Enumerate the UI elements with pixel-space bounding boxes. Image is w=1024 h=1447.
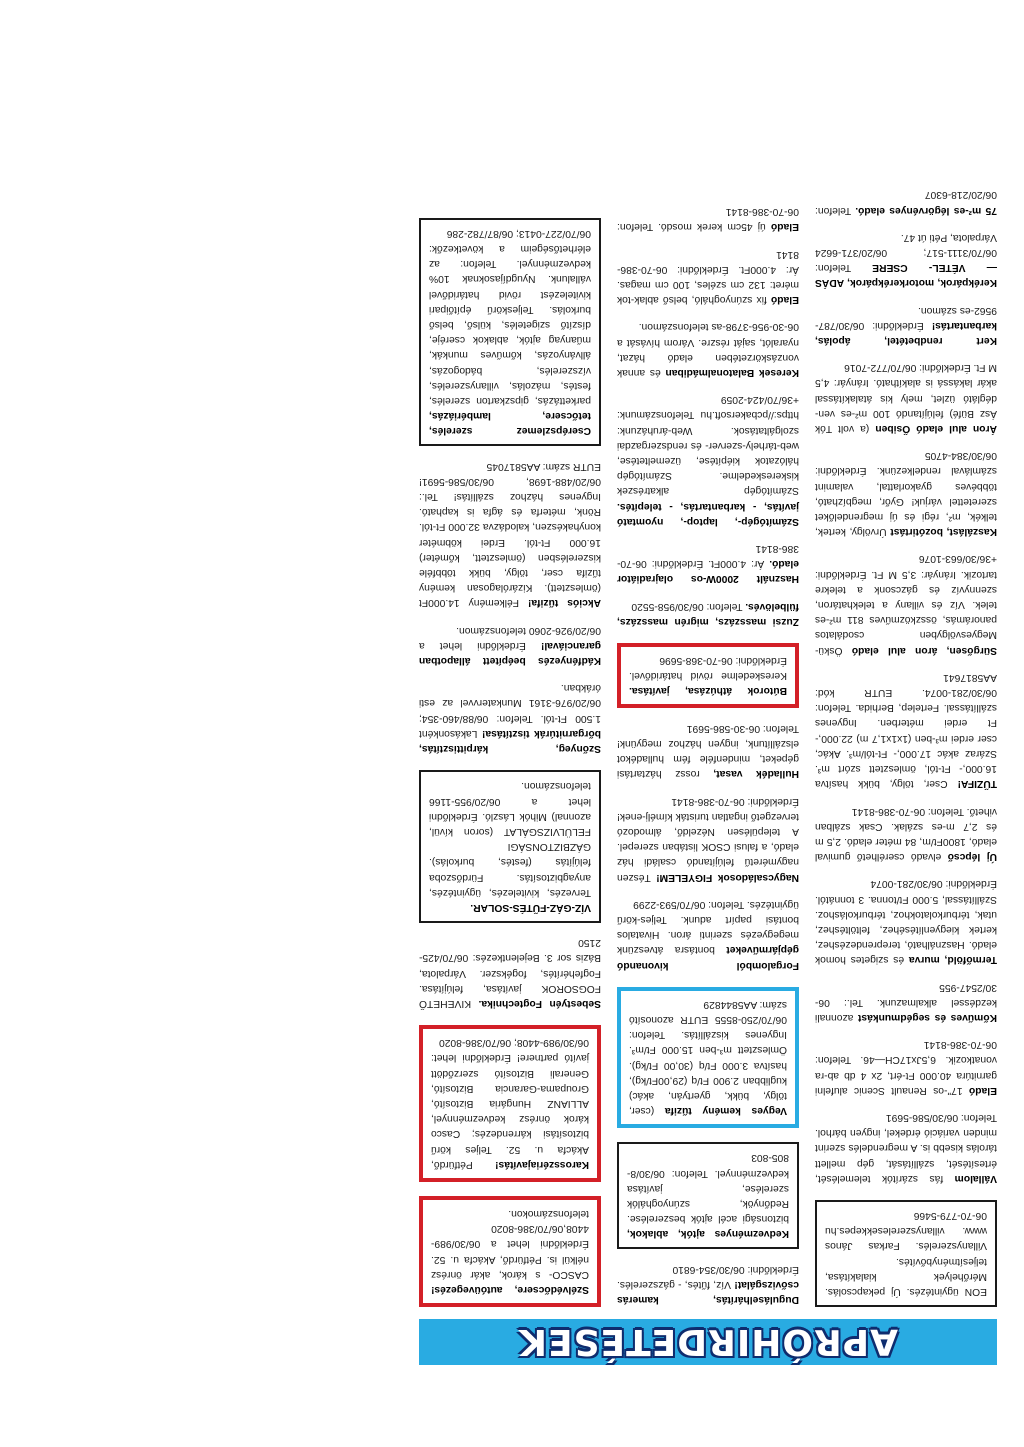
ad-headline: 75 m²-es légörvényes eladó. — [855, 204, 997, 216]
section-banner — [419, 1319, 997, 1365]
ad-headline: Forgalomból kivonandó gépjárműveket — [617, 944, 799, 971]
ad-headline: Nagycsaládosok FIGYELEM! — [656, 871, 799, 883]
classified-ad — [617, 793, 799, 884]
ad-body: EON ügyintézés. Új pekapcsolás. Mérőhelyek kialakítása, teljesítménybővítés. Villanyszerelés. Farkas János www. villanyszerelesekkepes.hu 06-70-779-5466 — [825, 1209, 987, 1297]
ad-headline: Termőföld, murva — [908, 954, 997, 966]
classifieds-section — [419, 65, 997, 1365]
ad-headline: Áron alul eladó Ősiben — [875, 423, 997, 435]
ad-column-2 — [617, 67, 799, 1307]
ad-headline: Akciós tűzifa! — [527, 597, 601, 609]
ad-headline: Sebestyén Fogtechnika. — [478, 997, 601, 1009]
ad-column-1 — [815, 67, 997, 1307]
classified-ad — [429, 226, 591, 439]
ad-body: rossz háztartási gépeket, mindenféle fém hulladékot elszállítunk, ingyen házhoz megyünk! Telefon: 06-30-586-5691 — [617, 722, 799, 780]
framed-ad-box — [617, 1142, 799, 1249]
framed-ad-box — [419, 218, 601, 447]
ad-body: Tervezés, kivitelezés, ügyintézés, anyagbiztosítás. Fürdőszoba felújítás (festés, burkolás). GÁZBIZTONSÁGI FELÜLVIZSGÁLAT (soron kívül, azonnal) Mihók László. Érdeklődni lehet a 06/20/955-1166 telefonszámon. — [429, 780, 591, 898]
ad-body: Telefon: 06/20/218-6307 — [815, 189, 997, 216]
ad-body: Telefon: 06/70/3111-517; 06/20/371-6624 Várpalota, Péti út 47. — [815, 231, 997, 274]
framed-ad-box — [617, 987, 799, 1129]
ad-body: (cser, tölgy, bükk, gyertyán, akác) kuglibban 2.900 Ft/q (29,00Ft/kg), hasítva 3.000 Ft/q (30,00 Ft/kg). Ömlesztett m³-ben 15.000 Ft/m³. Ingyenes kiszállítás. Telefon: 06/70/250-8555 EUTR azonosító szám: AA5844829 — [629, 998, 787, 1117]
ad-body: azonnali kezdéssel alkalmazunk. Tel.: 06-30/2547-955 — [815, 981, 997, 1023]
classified-ad — [629, 997, 787, 1119]
classified-ad — [617, 541, 799, 587]
ad-body: és annak vonzáskörzetében eladó házat, nyaralót, saját részre. Várom hívását a 06-30-956-3798-as telefonszámon. — [617, 321, 799, 379]
classified-ad — [815, 360, 997, 436]
classified-ad — [419, 935, 601, 1011]
ad-body: Telefon: 06/30/958-5520 — [631, 600, 743, 612]
ad-headline: Vegyes kemény tűzifa — [664, 1105, 787, 1117]
classified-ad — [617, 721, 799, 782]
ad-body: fix szúnyogháló, belső ablak-tok méret: 132 cm széles, 100 cm magas. Ár: 4.000Ft. Érdeklődni: 06-70-386-8141 — [617, 248, 799, 306]
classified-ad — [815, 302, 997, 348]
ad-body: (a volt Tók Ász Büfé) felújítandó 100 m²-es ven-déglátó üzlet, mely kis átalakítással akár lakássá is alakítható. Irányár: 4,5 M Ft. Érdeklődni: 06/70/772-7016 — [815, 362, 997, 435]
ad-body: Úrvölgy, kertek, telkék, m², régi és új megrendelőket szeretettel várjuk! Győr, megbízható, többéves gyakorlattal, valamint számlával rendelkezünk. Érdeklődni: 06/30/384-4705 — [814, 450, 997, 538]
classified-ad — [617, 204, 799, 234]
ad-body: Öskü-Megyesvölgyben csodálatos panorámás, összközműves 811 m²-es telek. Víz és villany a telekhatáron, szennyvíz és gázcsonk a telekre tartozik. Irányár: 3,5 M Ft. Érdeklődni: +36/30/663-1076 — [815, 553, 997, 656]
classified-ad — [431, 1206, 589, 1297]
ad-body: CASCO- s károk, akár önrész nélkül is. Pétfürdő, Akácfa u. 52. Érdeklődni lehet a 06/30/989-4408,06/70/386-8020 telefonszámokon. — [431, 1207, 589, 1280]
classified-ad — [815, 187, 997, 217]
classified-ad — [419, 622, 601, 668]
framed-ad-box — [419, 1025, 601, 1182]
classified-ad — [815, 876, 997, 967]
ad-headline: Zuzsi masszázs, migrén masszázs, fülbelövés. — [617, 600, 799, 627]
ad-headline: Eladó — [770, 221, 799, 233]
ad-headline: Szélvédőcsere, autóüvegezés! — [431, 1284, 589, 1295]
ad-headline: Kőműves és segédmunkást — [857, 1011, 997, 1023]
classified-ad — [627, 1150, 789, 1241]
ad-headline: Eladó — [770, 294, 799, 306]
classified-ad — [815, 1037, 997, 1098]
ad-headline: Keresek Balatonalmádiban — [665, 367, 799, 379]
framed-ad-box — [419, 770, 601, 923]
ad-body: Tészen nagyméretű felújítandó családi ház eladó, a falusi CSOK listában szerepel. A településen Nézeldő, álmodozó tervezgető ingatlan turisták kímélj-enek! Érdeklődni: 06-70-386-8141 — [617, 795, 799, 883]
ad-headline: Duguláselhárítás, kamerás csővizsgálat! — [617, 1278, 799, 1305]
classified-ad — [815, 1110, 997, 1186]
ad-body: Számítógép alkatrészek kiskereskedelme. Számítógép hálózatok kiépítése, üzemeltetése, web-tárhely-szerver- és rendszergazdai szolgáltatások. Web-áruházunk: https://pcbakersoft.hu Telefonszámunk: +36/70/424-2059 — [617, 394, 799, 497]
ad-body: Kereskedelme rövid határidővel. Érdeklődni: 06-70-368-5696 — [629, 655, 787, 682]
ad-headline: Kádfényezés beépített állapotban garanciával! — [419, 639, 601, 667]
classified-ad — [617, 1261, 799, 1307]
ad-body: új 45cm kerek mosdó. Telefon: 06-70-386-8141 — [617, 206, 799, 233]
classified-ad — [419, 458, 601, 610]
ad-headline: Bútorok áthúzása, javítása. — [629, 685, 787, 697]
ad-headline: Használt 2000W-os olajradiátor eladó. — [617, 558, 799, 585]
ad-column-3 — [419, 67, 601, 1307]
ad-body: Víz, fűtés, - gázszerelés. Érdeklődni: 06/30/354-6810 — [617, 1263, 799, 1290]
ad-headline: Cserépszlemez szerelés, tetőcsere, lambériázás, — [429, 410, 591, 437]
ad-headline: Kedvezményes ajtók, ablakok, — [627, 1228, 789, 1240]
ad-headline: Kert rendbetétel, ápolás, karbantartás! — [815, 319, 997, 347]
classified-ad — [617, 392, 799, 529]
classified-ad — [617, 598, 799, 628]
ad-body: Érdeklődni lehet a 06/20/926-2060 telefonszámon. — [419, 624, 601, 651]
ad-body: bontásra átveszünk megegyezés szerinti áron. Hivatalos bontási papírt adunk. Teljes-körű ügyintézés. Telefon: 06/70/593-2299 — [617, 898, 799, 956]
classified-ad — [617, 319, 799, 380]
ad-body: Ár: 4.000Ft. Érdeklődni: 06-70-386-8141 — [617, 543, 799, 570]
classified-ad — [815, 230, 997, 291]
ad-headline: Új lépcső — [947, 851, 997, 863]
ad-body: Lakásonként 1.500 Ft-tól. Telefon: 06/88/460-354; 06/20/976-3161 Munkatervvel az esti órákban. — [419, 682, 601, 739]
framed-ad-box — [419, 1196, 601, 1307]
ad-headline: Számítógép-, laptop-, nyomtató javítás, - karbantartás, - telepítés. — [617, 500, 799, 527]
ad-body: Félkemény 14.000Ft (ömlesztett). Kizárólagosan kemény tűzifa cser, tölgy, bükk többféle kiszerelésben (ömlesztett, kőméter) 16.000 Ft-tól. Erdei köbméter konyhakészen, kalodázva 32.000 Ft-tól. Rönk, méterfa és ágfa is kapható. Ingyenes házhoz szállítás! Tel.: 06/20/488-1698, 06/30/586-5691! EUTR szám: AA5817045 — [419, 460, 601, 609]
section-title: APRÓHIRDETÉSEK — [518, 1321, 898, 1363]
classified-ad — [419, 680, 601, 756]
ad-headline: Vállalom — [954, 1172, 997, 1184]
ad-body: parkettázás, gipszkarton szerelés, festés, mázolás, villanyszerelés, vízszerelés, bádogozás, állványozás, kőműves munkák, műanyag ajtók, ablakok cseréje, díszítő szigetelés, külső, belső burkolás. Teljeskörű építőipari kivitelezést rövid határidővel vállalunk. Nyugdíjasoknak 10% kedvezménnyel. Telefon: az elérhetőségeim a következők: 06/70/227-0413; 06/87/782-286 — [429, 227, 591, 407]
classified-ad — [629, 653, 787, 699]
classified-ad — [815, 670, 997, 792]
ad-body: elvadó cserélhető gumival eladó, 1800Ft/m, 84 méter eladó. 2,5 m és 2,7 m-es szálak. Csak szálban vihető. Telefon: 06-70-386-8141 — [815, 805, 997, 863]
classified-ad — [815, 979, 997, 1025]
classified-ad — [617, 897, 799, 973]
ad-headline: Hulladék vasat, — [713, 768, 799, 780]
ad-body: biztonsági acél ajtók beszerelése. Redőnyök, szúnyoghálók szerelése, javítása kedvezménnyel. Telefon: 06/30/8-805-803 — [627, 1152, 789, 1225]
ad-headline: Karosszériajavítás! — [495, 1158, 589, 1170]
ad-body: és szigetes homok eladó. Használható, tereprendezéshez, kertek kiegyenlítéséhez, feltöltéshez, utak, térburkolatokhoz, térburkoláshoz. Szállítással, 5.000 Ft/tonna. 3 tonnától. Érdeklődni: 06/30/281-0074 — [814, 878, 997, 966]
ad-headline: Szőnyeg, kárpittisztítás, bőrgarnitúrák tisztítása! — [419, 727, 601, 755]
framed-ad-box — [617, 643, 799, 709]
ad-headline: Kaszálást, bozótirtást — [890, 526, 997, 538]
classified-ad — [815, 803, 997, 864]
framed-ad-box — [815, 1200, 997, 1307]
classified-ad — [617, 246, 799, 307]
classified-ad — [815, 551, 997, 657]
ad-headline: Sürgősen, áron alul eladó — [851, 644, 997, 656]
ad-headline: VÍZ-GÁZ-FŰTÉS-SOLAR. — [470, 901, 591, 913]
ad-body: Érdeklődni: 06/30/787-9562-es számon. — [815, 304, 997, 331]
ad-headline: TŰZIFA! — [957, 778, 997, 790]
ad-body: Cser, tölgy, bükk hasítva 16.000,- Ft-tól, ömlesztett szórt m³. Száraz akác 17.000,- Ft-tól/m³. Akác, cser erdei m³-ben (1x1x1,7 m) 22.000,- Ft erdei méterben. Ingyenes szállítással. Fertelep, Berhida. Telefon: 06/30/281-0074. EUTR kód: AA5817641 — [815, 671, 997, 790]
ad-body: 17"-os Renault Scenic alufelni garnitúra 40.000 Ft-ért, 2x 4 db ab-ra vonatkozik. 6,5Jx17CH—46. Telefon: 06-70-386-8141 — [815, 1039, 997, 1096]
ad-headline: Eladó — [968, 1084, 997, 1096]
classified-ad — [431, 1035, 589, 1172]
ad-body: Pétfürdő, Akácfa u. 52. Teljes körű biztosítási kárrendezés; Casco károk önrész kedvezménnyel, ALLIANZ Hungária Biztosító, Groupama-Garancia Biztosító, Generali Biztosító szerződött javító partnere! Érdeklődni lehet: 06/30/989-4408; 06/70/386-8020 — [431, 1037, 589, 1170]
classified-ad — [429, 778, 591, 915]
ad-headline: Kerékpárok, motorkerékpárok, ADÁS — VÉTEL- CSERE — [815, 262, 997, 289]
ad-body: KIVEHETŐ FOGSOROK javítása, felújítása. Fogfehérítés, fogékszer. Várpalota, Bázis sor 3. Bejelentkezés: 06/70/425-2150 — [419, 937, 601, 1009]
ad-body: fás szárítók telemelését, értesítését, szállítását, gép mellett tárolás kisebb is. A megrendelés szerint minden variáció érdekel, ingyen bárhol. Telefon: 06/30/586-5691 — [815, 1111, 997, 1184]
classified-ad — [815, 448, 997, 539]
classified-ad — [825, 1208, 987, 1299]
